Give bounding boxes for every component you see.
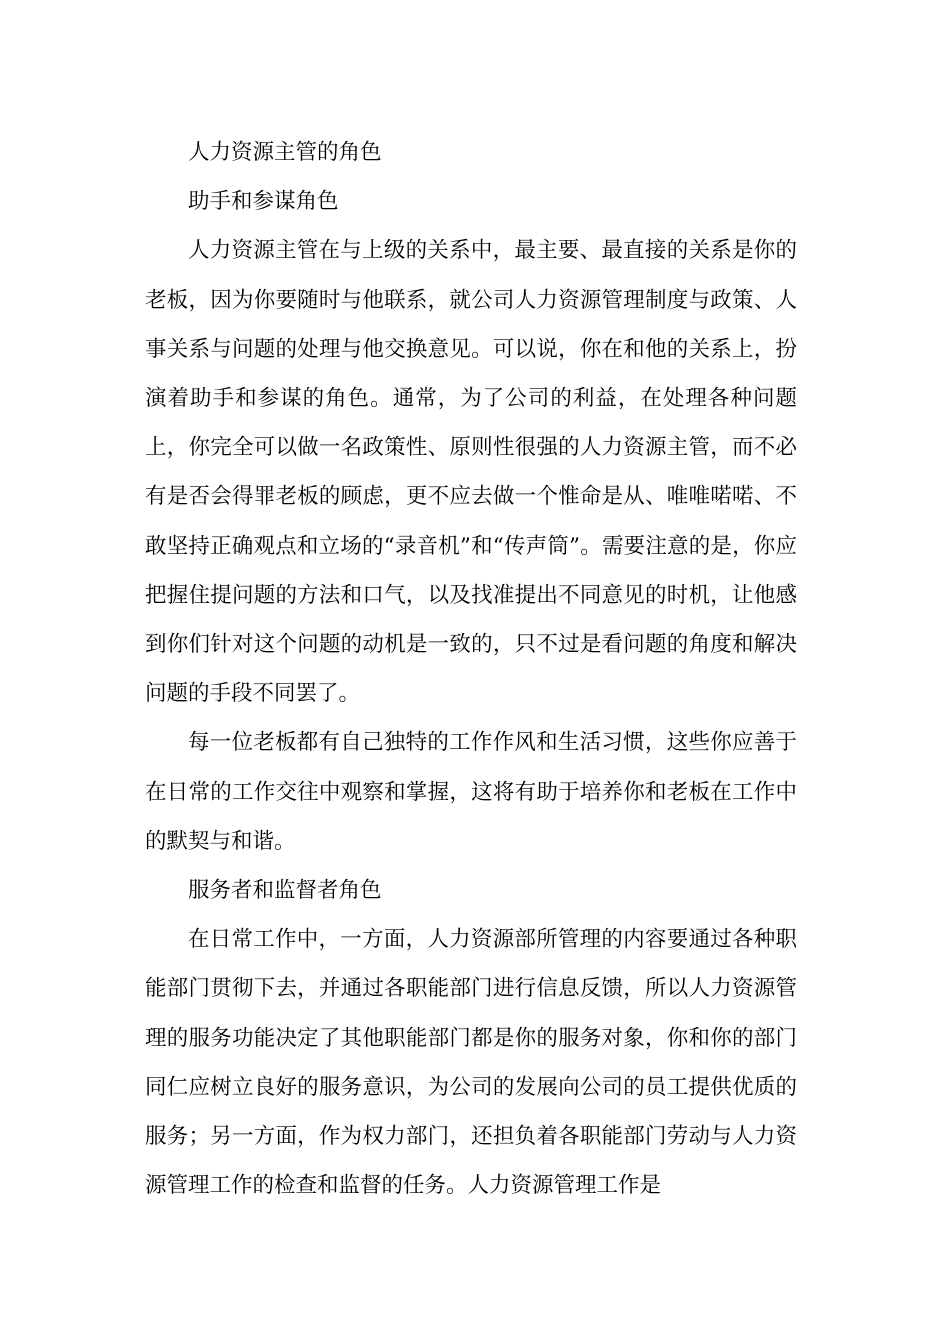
section-heading-service-supervisor: 服务者和监督者角色 [188,878,382,904]
document-body [145,128,797,1210]
paragraph-service-supervision: 在日常工作中，一方面，人力资源部所管理的内容要通过各种职能部门贯彻下去，并通过各职能部门进行信息反馈，所以人力资源管理的服务功能决定了其他职能部门都是你的服务对象，你和你的部门同仁应树立良好的服务意识，为公司的发展向公司的员工提供优质的服务；另一方面，作为权力部门，还担负着各职能部门劳动与人力资源管理工作的检查和监督的任务。人力资源管理工作是 [145,927,797,1199]
paragraph-boss-habits: 每一位老板都有自己独特的工作作风和生活习惯，这些你应善于在日常的工作交往中观察和掌握，这将有助于培养你和老板在工作中的默契与和谐。 [145,730,797,854]
document-title: 人力资源主管的角色 [188,140,382,165]
paragraph-boss-relationship: 人力资源主管在与上级的关系中，最主要、最直接的关系是你的老板，因为你要随时与他联系，就公司人力资源管理制度与政策、人事关系与问题的处理与他交换意见。可以说，你在和他的关系上，扮演着助手和参谋的角色。通常，为了公司的利益，在处理各种问题上，你完全可以做一名政策性、原则性很强的人力资源主管，而不必有是否会得罪老板的顾虑，更不应去做一个惟命是从、唯唯喏喏、不敢坚持正确观点和立场的“录音机”和“传声筒”。需要注意的是，你应把握住提问题的方法和口气，以及找准提出不同意见的时机，让他感到你们针对这个问题的动机是一致的，只不过是看问题的角度和解决问题的手段不同罢了。 [145,238,798,707]
section-heading-assistant-advisor: 助手和参谋角色 [188,189,339,215]
